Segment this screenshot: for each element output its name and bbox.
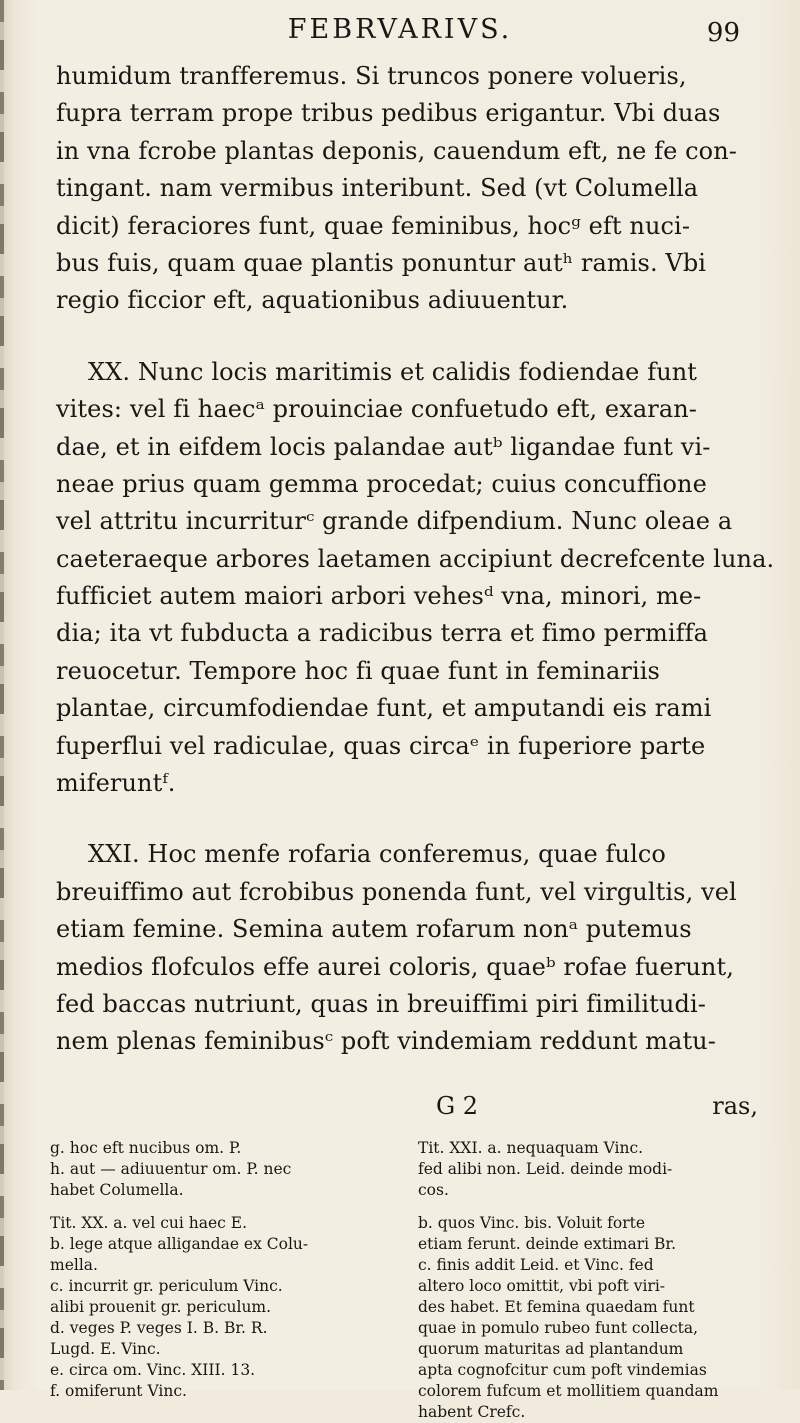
paragraph bbox=[56, 354, 775, 803]
paragraph bbox=[56, 836, 772, 1060]
catchword: ras, bbox=[712, 1092, 758, 1120]
footnote-line: quae in pomulo rubeo funt collecta, bbox=[418, 1319, 699, 1337]
footnote-line: habent Crefc. bbox=[418, 1403, 526, 1421]
text-line: dia; ita vt fubducta a radicibus terra et fimo permiffa bbox=[56, 619, 708, 648]
footnote-line: b. lege atque alligandae ex Colu- bbox=[50, 1235, 309, 1253]
text-line: nem plenas feminibusᶜ poft vindemiam reddunt matu- bbox=[56, 1027, 716, 1056]
footnote-line: etiam ferunt. deinde extimari Br. bbox=[418, 1235, 677, 1253]
footnote-line: d. veges P. veges I. B. Br. R. bbox=[50, 1319, 268, 1337]
footnote-line: h. aut — adiuuentur om. P. nec bbox=[50, 1160, 292, 1178]
footnote-line: altero loco omittit, vbi poft viri- bbox=[418, 1277, 666, 1295]
text-line: medios flofculos effe aurei coloris, quaeᵇ rofae fuerunt, bbox=[56, 952, 734, 981]
footnote-line: Tit. XX. a. vel cui haec E. bbox=[50, 1214, 248, 1232]
footnote-line: c. finis addit Leid. et Vinc. fed bbox=[418, 1256, 654, 1274]
footnotes bbox=[50, 1138, 772, 1421]
footnote-line: fed alibi non. Leid. deinde modi- bbox=[418, 1160, 673, 1178]
footnote-line: quorum maturitas ad plantandum bbox=[418, 1340, 684, 1358]
footnote-line: e. circa om. Vinc. XIII. 13. bbox=[50, 1361, 256, 1379]
text-line: dicit) feraciores funt, quae feminibus, hocᵍ eft nuci- bbox=[56, 211, 691, 240]
footnote-line: Lugd. E. Vinc. bbox=[50, 1340, 161, 1358]
footnote-line: Tit. XXI. a. nequaquam Vinc. bbox=[418, 1139, 644, 1157]
paragraph bbox=[56, 58, 772, 320]
text-line: neae prius quam gemma procedat; cuius concuffione bbox=[56, 469, 707, 498]
text-line: miferuntᶠ. bbox=[56, 769, 176, 798]
text-line: caeteraeque arbores laetamen accipiunt decrefcente luna. bbox=[56, 544, 775, 573]
text-line: plantae, circumfodiendae funt, et amputandi eis rami bbox=[56, 694, 712, 723]
footnote-line: mella. bbox=[50, 1256, 98, 1274]
text-line: breuiffimo aut fcrobibus ponenda funt, vel virgultis, vel bbox=[56, 877, 737, 906]
text-line: dae, et in eifdem locis palandae autᵇ ligandae funt vi- bbox=[56, 432, 711, 461]
page-footer-line bbox=[56, 1092, 772, 1130]
text-line: vel attritu incurriturᶜ grande difpendium. Nunc oleae a bbox=[56, 507, 733, 536]
text-line: fuperflui vel radiculae, quas circaᵉ in fuperiore parte bbox=[56, 731, 706, 760]
text-line: fupra terram prope tribus pedibus erigantur. Vbi duas bbox=[56, 99, 721, 128]
footnotes-right-column bbox=[418, 1138, 774, 1423]
footnote-line: f. omiferunt Vinc. bbox=[50, 1382, 187, 1400]
footnote-line: b. quos Vinc. bis. Voluit forte bbox=[418, 1214, 646, 1232]
text-line: fufficiet autem maiori arbori vehesᵈ vna, minori, me- bbox=[56, 582, 702, 611]
text-line: tingant. nam vermibus interibunt. Sed (vt Columella bbox=[56, 174, 699, 203]
footnote-line: alibi prouenit gr. periculum. bbox=[50, 1298, 272, 1316]
footnote-line: des habet. Et femina quaedam funt bbox=[418, 1298, 695, 1316]
text-line: XXI. Hoc menfe rofaria conferemus, quae fulco bbox=[88, 840, 666, 869]
page-number: 99 bbox=[706, 18, 740, 48]
footnotes-left-column bbox=[50, 1138, 400, 1402]
footnote-line: habet Columella. bbox=[50, 1181, 184, 1199]
text-line: vites: vel fi haecᵃ prouinciae confuetudo eft, exaran- bbox=[56, 395, 698, 424]
footnote-line: g. hoc eft nucibus om. P. bbox=[50, 1139, 242, 1157]
running-title: FEBRVARIVS. bbox=[287, 14, 513, 45]
footnote-line: colorem fufcum et mollitiem quandam bbox=[418, 1382, 719, 1400]
text-line: humidum tranfferemus. Si truncos ponere volueris, bbox=[56, 62, 687, 90]
page-header bbox=[0, 14, 800, 54]
main-text bbox=[56, 58, 775, 1061]
text-line: bus fuis, quam quae plantis ponuntur autʰ ramis. Vbi bbox=[56, 248, 707, 277]
text-line: in vna fcrobe plantas deponis, cauendum eft, ne fe con- bbox=[56, 136, 737, 165]
footnote-line: cos. bbox=[418, 1181, 449, 1199]
footnote-line: apta cognofcitur cum poft vindemias bbox=[418, 1361, 707, 1379]
text-line: etiam femine. Semina autem rofarum nonᵃ putemus bbox=[56, 915, 692, 944]
footnote-line: c. incurrit gr. periculum Vinc. bbox=[50, 1277, 283, 1295]
text-line: fed baccas nutriunt, quas in breuiffimi piri fimilitudi- bbox=[56, 989, 706, 1018]
text-line: XX. Nunc locis maritimis et calidis fodiendae funt bbox=[88, 357, 698, 386]
text-line: reuocetur. Tempore hoc fi quae funt in feminariis bbox=[56, 656, 660, 685]
text-line: regio ficcior eft, aquationibus adiuuentur. bbox=[56, 286, 569, 315]
signature-mark: G 2 bbox=[436, 1092, 479, 1120]
page-gutter-shadow bbox=[0, 0, 4, 1390]
